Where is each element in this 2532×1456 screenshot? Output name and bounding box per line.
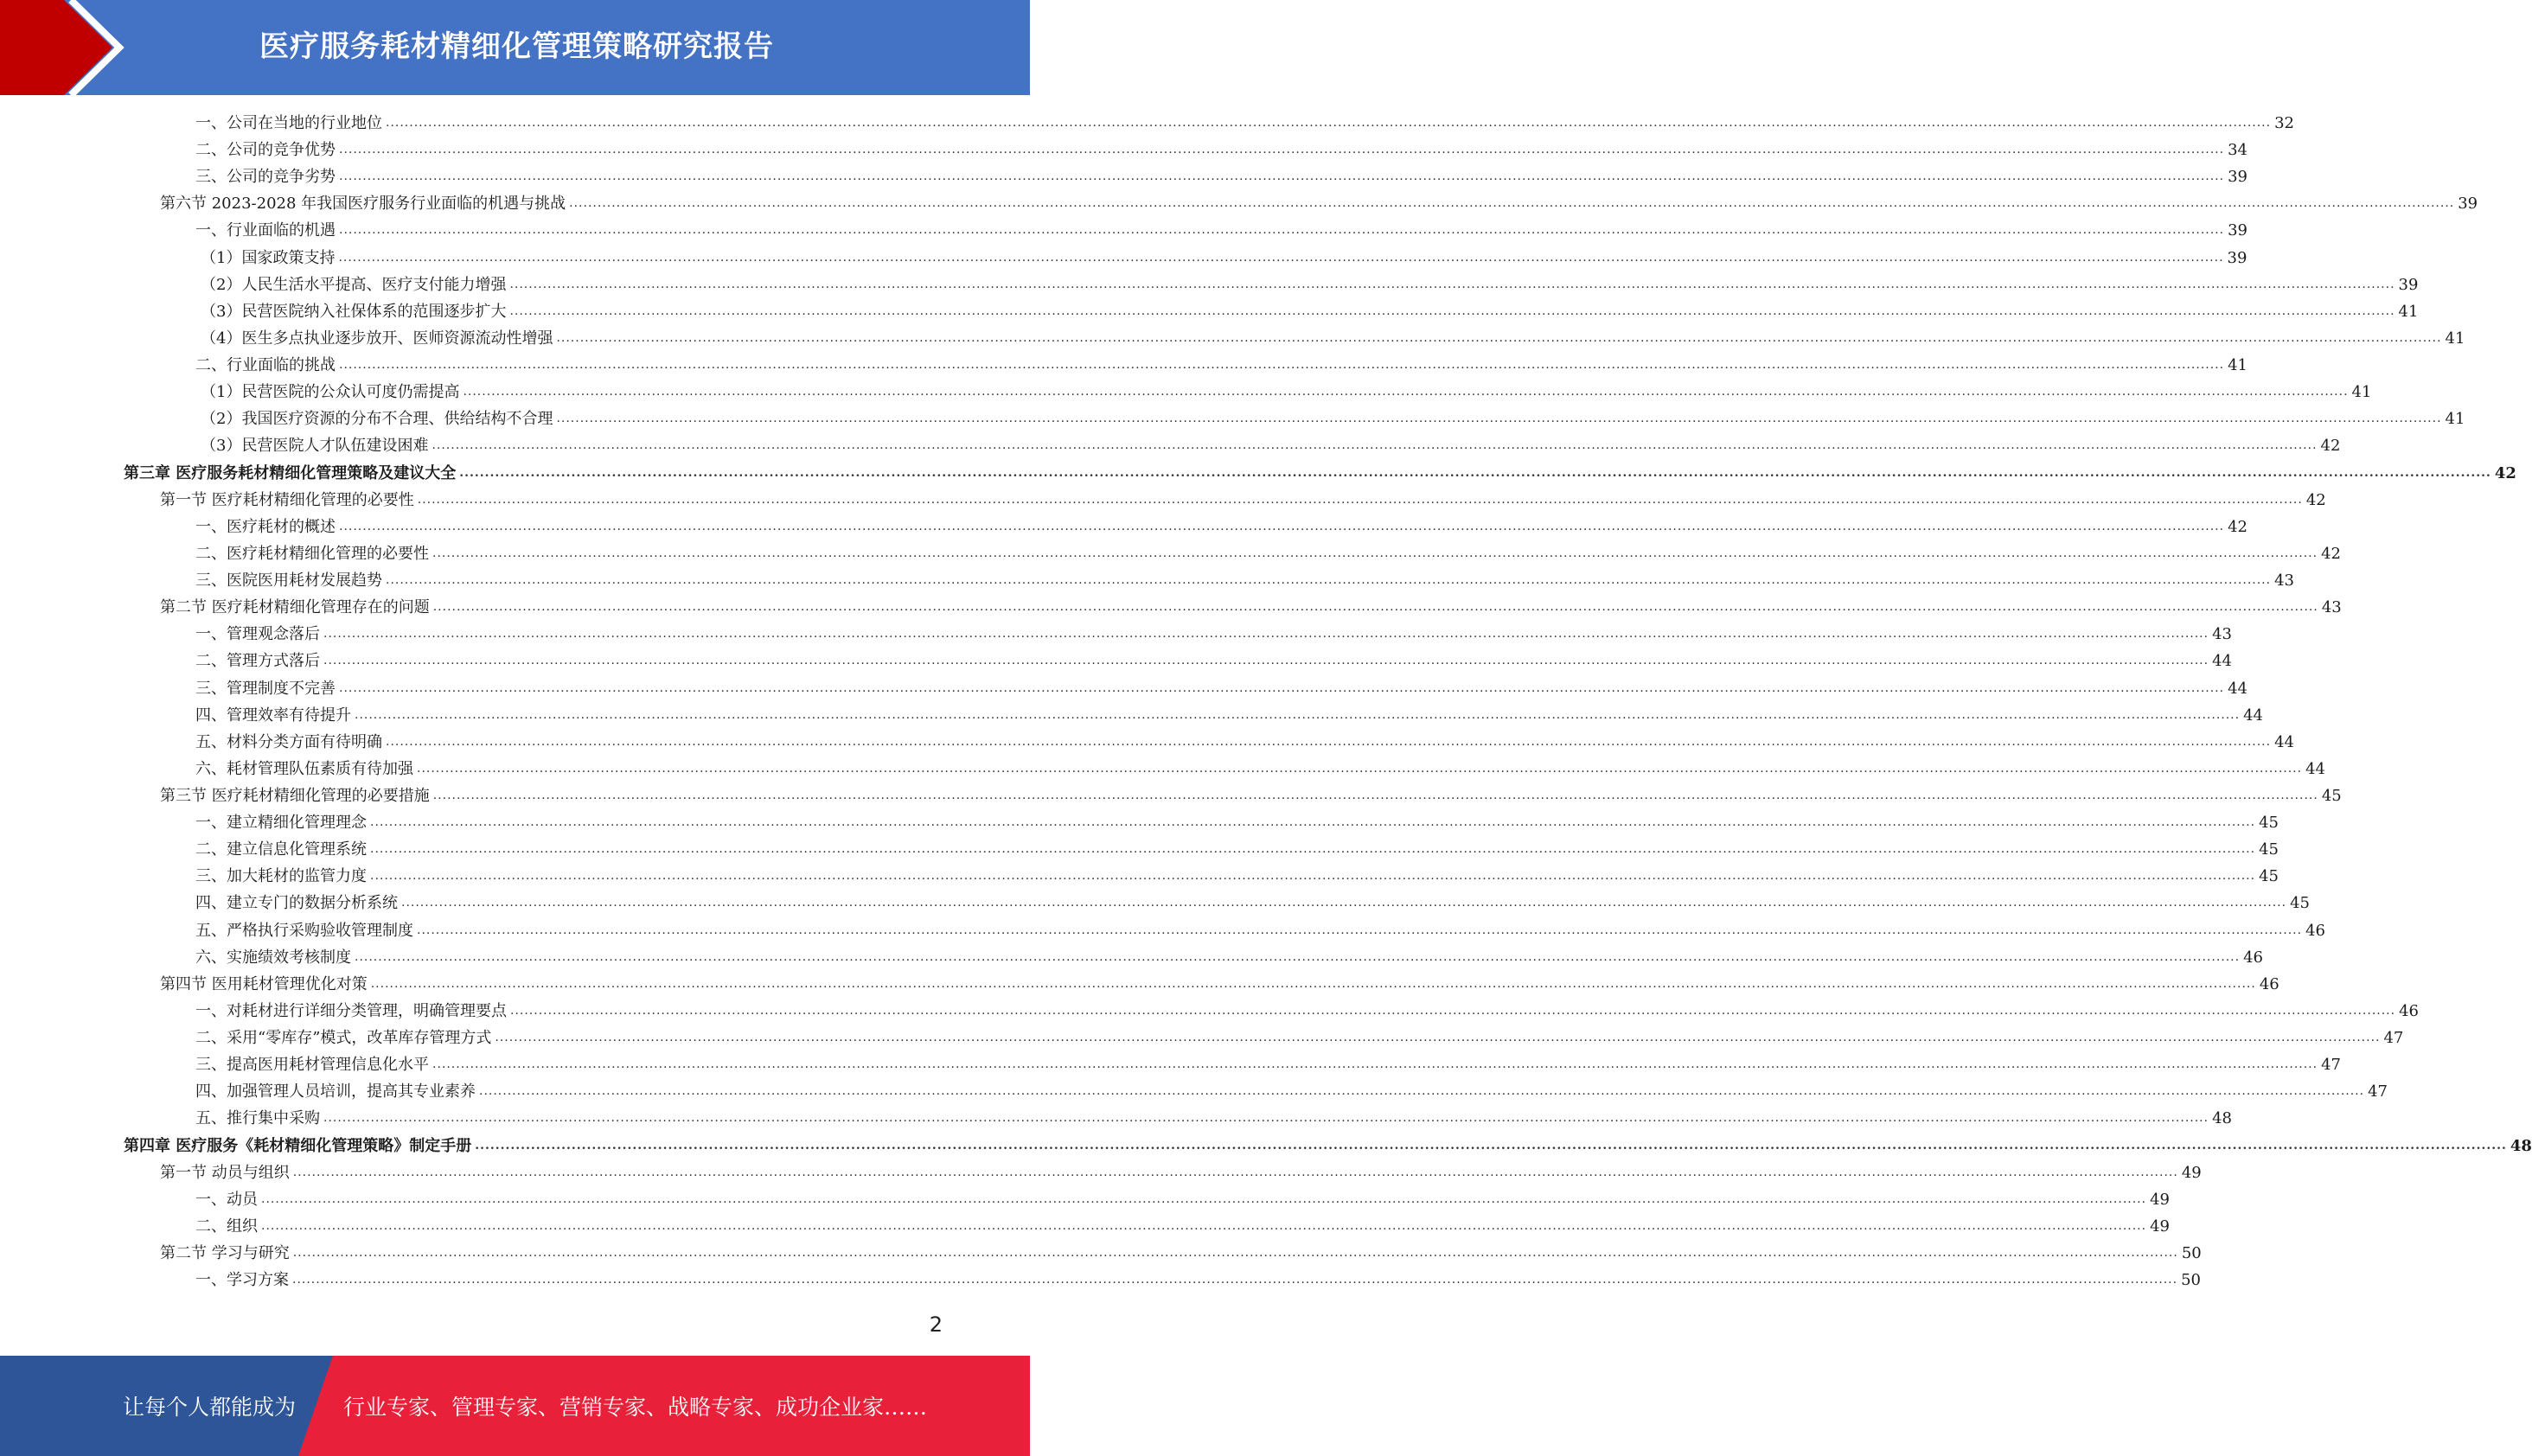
toc-entry[interactable]: [195, 917, 2325, 944]
toc-entry-page: 41: [2445, 329, 2465, 348]
toc-entry[interactable]: [201, 245, 2247, 271]
toc-dot-leader: ................................................................................................................................................................................................................................................................................................................................................................................................................: [370, 815, 2256, 829]
toc-dot-leader: ................................................................................................................................................................................................................................................................................................................................................................................................................: [556, 331, 2442, 345]
toc-entry[interactable]: [195, 621, 2232, 648]
toc-entry[interactable]: [201, 379, 2372, 406]
toc-entry[interactable]: [160, 487, 2326, 514]
toc-dot-leader: ................................................................................................................................................................................................................................................................................................................................................................................................................: [401, 896, 2287, 910]
toc-dot-leader: ................................................................................................................................................................................................................................................................................................................................................................................................................: [355, 950, 2241, 964]
toc-entry-page: 41: [2445, 410, 2465, 428]
toc-entry-page: 45: [2259, 840, 2279, 859]
toc-entry-page: 44: [2212, 652, 2232, 670]
toc-dot-leader: ................................................................................................................................................................................................................................................................................................................................................................................................................: [463, 385, 2349, 399]
toc-dot-leader: ................................................................................................................................................................................................................................................................................................................................................................................................................: [510, 1004, 2396, 1018]
toc-entry-label: 第一节 医疗耗材精细化管理的必要性: [160, 491, 414, 509]
toc-dot-leader: ................................................................................................................................................................................................................................................................................................................................................................................................................: [386, 735, 2272, 749]
toc-entry-page: 41: [2228, 356, 2247, 374]
toc-entry-label: 第四节 医用耗材管理优化对策: [160, 975, 368, 993]
toc-entry-page: 43: [2212, 625, 2232, 643]
toc-entry-page: 44: [2274, 733, 2294, 751]
toc-entry[interactable]: [195, 998, 2419, 1025]
toc-entry-label: 六、实施绩效考核制度: [195, 948, 351, 967]
toc-dot-leader: ................................................................................................................................................................................................................................................................................................................................................................................................................: [432, 438, 2318, 452]
toc-entry-label: 五、材料分类方面有待明确: [195, 733, 382, 751]
toc-dot-leader: ................................................................................................................................................................................................................................................................................................................................................................................................................: [292, 1246, 2178, 1260]
toc-entry-label: 一、行业面临的机遇: [195, 221, 336, 239]
toc-entry-page: 49: [2150, 1217, 2170, 1236]
toc-dot-leader: ................................................................................................................................................................................................................................................................................................................................................................................................................: [292, 1273, 2178, 1287]
toc-dot-leader: ................................................................................................................................................................................................................................................................................................................................................................................................................: [339, 520, 2225, 533]
toc-dot-leader: ................................................................................................................................................................................................................................................................................................................................................................................................................: [338, 251, 2224, 265]
toc-entry-page: 44: [2305, 760, 2325, 778]
toc-dot-leader: ................................................................................................................................................................................................................................................................................................................................................................................................................: [386, 116, 2272, 130]
toc-dot-leader: ................................................................................................................................................................................................................................................................................................................................................................................................................: [323, 627, 2209, 641]
toc-entry[interactable]: [195, 836, 2279, 863]
toc-entry[interactable]: [195, 110, 2294, 137]
toc-dot-leader: ................................................................................................................................................................................................................................................................................................................................................................................................................: [556, 412, 2442, 425]
header-arrow-graphic: [0, 0, 138, 95]
toc-dot-leader: ................................................................................................................................................................................................................................................................................................................................................................................................................: [261, 1192, 2147, 1206]
toc-entry-page: 44: [2228, 680, 2247, 698]
toc-entry-label: 一、管理观念落后: [195, 625, 320, 643]
toc-dot-leader: ................................................................................................................................................................................................................................................................................................................................................................................................................: [417, 762, 2303, 776]
toc-entry-label: （1）国家政策支持: [201, 249, 336, 267]
toc-entry[interactable]: [195, 137, 2247, 163]
toc-entry-page: 43: [2321, 598, 2342, 616]
toc-entry[interactable]: [195, 890, 2310, 916]
toc-dot-leader: ................................................................................................................................................................................................................................................................................................................................................................................................................: [339, 143, 2225, 156]
toc-dot-leader: ................................................................................................................................................................................................................................................................................................................................................................................................................: [475, 1139, 2507, 1153]
toc-entry-page: 46: [2399, 1002, 2419, 1020]
toc-entry[interactable]: [195, 648, 2232, 674]
toc-entry[interactable]: [195, 540, 2341, 567]
toc-entry-page: 39: [2228, 221, 2247, 239]
toc-entry-label: 一、学习方案: [195, 1271, 289, 1289]
toc-entry-label: （3）民营医院纳入社保体系的范围逐步扩大: [201, 303, 507, 321]
toc-entry-page: 42: [2305, 491, 2326, 509]
toc-dot-leader: ................................................................................................................................................................................................................................................................................................................................................................................................................: [355, 708, 2241, 722]
toc-entry-label: （3）民营医院人才队伍建设困难: [201, 437, 429, 455]
toc-entry-label: 第二节 医疗耗材精细化管理存在的问题: [160, 598, 430, 616]
toc-dot-leader: ................................................................................................................................................................................................................................................................................................................................................................................................................: [386, 573, 2272, 587]
toc-entry[interactable]: [160, 971, 2279, 998]
toc-entry-page: 50: [2181, 1271, 2201, 1289]
toc-entry[interactable]: [160, 594, 2342, 621]
toc-entry-label: 二、医疗耗材精细化管理的必要性: [195, 545, 429, 563]
toc-dot-leader: ................................................................................................................................................................................................................................................................................................................................................................................................................: [509, 278, 2395, 291]
toc-entry[interactable]: [160, 190, 2478, 217]
toc-entry-page: 45: [2290, 894, 2310, 912]
toc-entry[interactable]: [195, 1025, 2404, 1051]
toc-entry[interactable]: [195, 729, 2294, 756]
toc-entry-page: 42: [2320, 437, 2341, 455]
toc-dot-leader: ................................................................................................................................................................................................................................................................................................................................................................................................................: [509, 304, 2395, 318]
toc-entry[interactable]: [195, 863, 2279, 890]
toc-entry-page: 43: [2274, 572, 2294, 590]
footer-slogan-left: 让每个人都能成为: [123, 1395, 297, 1420]
toc-entry[interactable]: [160, 1240, 2202, 1267]
toc-entry[interactable]: [195, 809, 2279, 836]
toc-entry[interactable]: [195, 163, 2247, 190]
toc-entry[interactable]: [195, 1213, 2170, 1240]
toc-entry-page: 39: [2398, 276, 2419, 294]
toc-entry[interactable]: [201, 432, 2341, 459]
toc-dot-leader: ................................................................................................................................................................................................................................................................................................................................................................................................................: [432, 600, 2318, 614]
toc-entry-label: 二、采用“零库存”模式，改革库存管理方式: [195, 1029, 492, 1047]
toc-entry-page: 47: [2383, 1029, 2404, 1047]
toc-entry[interactable]: [160, 782, 2342, 809]
toc-entry-label: 一、建立精细化管理理念: [195, 814, 367, 832]
toc-entry-page: 49: [2181, 1164, 2202, 1182]
toc-entry[interactable]: [195, 217, 2247, 244]
toc-entry-page: 46: [2259, 975, 2279, 993]
toc-entry[interactable]: [195, 1267, 2201, 1293]
toc-entry-page: 34: [2228, 141, 2247, 159]
toc-entry-label: 第三章 医疗服务耗材精细化管理策略及建议大全: [124, 464, 457, 482]
toc-entry-label: 三、管理制度不完善: [195, 680, 336, 698]
toc-entry-page: 47: [2321, 1056, 2341, 1074]
toc-entry-page: 46: [2243, 948, 2263, 967]
toc-dot-leader: ................................................................................................................................................................................................................................................................................................................................................................................................................: [339, 358, 2225, 372]
page-number: 2: [929, 1312, 943, 1337]
toc-entry[interactable]: [195, 567, 2294, 594]
toc-entry-label: 六、耗材管理队伍素质有待加强: [195, 760, 413, 778]
toc-entry[interactable]: [195, 352, 2247, 379]
toc-entry-label: 五、推行集中采购: [195, 1109, 320, 1127]
toc-dot-leader: ................................................................................................................................................................................................................................................................................................................................................................................................................: [261, 1219, 2147, 1233]
toc-entry-page: 48: [2212, 1109, 2232, 1127]
toc-entry-label: 一、公司在当地的行业地位: [195, 114, 382, 132]
toc-entry-label: 一、动员: [195, 1191, 258, 1209]
page-footer: [0, 1356, 1030, 1456]
toc-dot-leader: ................................................................................................................................................................................................................................................................................................................................................................................................................: [479, 1084, 2365, 1098]
toc-entry-label: 二、公司的竞争优势: [195, 141, 336, 159]
toc-entry-label: （1）民营医院的公众认可度仍需提高: [201, 383, 460, 401]
toc-entry-label: 第三节 医疗耗材精细化管理的必要措施: [160, 787, 430, 805]
toc-dot-leader: ................................................................................................................................................................................................................................................................................................................................................................................................................: [323, 654, 2209, 667]
toc-dot-leader: ................................................................................................................................................................................................................................................................................................................................................................................................................: [495, 1031, 2381, 1044]
toc-entry-label: 四、加强管理人员培训，提高其专业素养: [195, 1082, 476, 1101]
toc-dot-leader: ................................................................................................................................................................................................................................................................................................................................................................................................................: [569, 196, 2455, 210]
toc-entry-label: 第六节 2023-2028 年我国医疗服务行业面临的机遇与挑战: [160, 195, 566, 213]
toc-entry-page: 39: [2227, 249, 2247, 267]
toc-entry[interactable]: [201, 406, 2465, 432]
toc-entry-label: 一、医疗耗材的概述: [195, 518, 336, 536]
toc-dot-leader: ................................................................................................................................................................................................................................................................................................................................................................................................................: [370, 842, 2256, 856]
toc-entry-label: 第四章 医疗服务《耗材精细化管理策略》制定手册: [124, 1137, 472, 1155]
toc-dot-leader: ................................................................................................................................................................................................................................................................................................................................................................................................................: [370, 977, 2256, 991]
toc-entry-page: 32: [2274, 114, 2294, 132]
toc-entry-page: 41: [2351, 383, 2372, 401]
toc-dot-leader: ................................................................................................................................................................................................................................................................................................................................................................................................................: [323, 1111, 2209, 1125]
toc-dot-leader: ................................................................................................................................................................................................................................................................................................................................................................................................................: [432, 546, 2318, 560]
toc-entry[interactable]: [195, 1051, 2341, 1078]
toc-entry-label: 五、严格执行采购验收管理制度: [195, 922, 413, 940]
toc-entry-label: 一、对耗材进行详细分类管理，明确管理要点: [195, 1002, 507, 1020]
toc-entry-label: 三、公司的竞争劣势: [195, 168, 336, 186]
toc-entry-page: 45: [2259, 867, 2279, 885]
toc-entry-label: 二、管理方式落后: [195, 652, 320, 670]
toc-entry-page: 41: [2398, 303, 2419, 321]
toc-entry-label: 三、加大耗材的监管力度: [195, 867, 367, 885]
toc-entry-label: 二、组织: [195, 1217, 258, 1236]
toc-entry-label: 第二节 学习与研究: [160, 1244, 290, 1262]
toc-entry-label: 三、提高医用耗材管理信息化水平: [195, 1056, 429, 1074]
toc-dot-leader: ................................................................................................................................................................................................................................................................................................................................................................................................................: [339, 223, 2225, 237]
toc-entry-page: 44: [2243, 706, 2263, 725]
toc-entry-label: （2）人民生活水平提高、医疗支付能力增强: [201, 276, 507, 294]
toc-entry[interactable]: [160, 1159, 2202, 1186]
toc-entry[interactable]: [195, 702, 2263, 729]
toc-entry[interactable]: [195, 1078, 2388, 1105]
toc-entry-label: 四、管理效率有待提升: [195, 706, 351, 725]
toc-entry[interactable]: [195, 944, 2263, 971]
toc-entry-label: （4）医生多点执业逐步放开、医师资源流动性增强: [201, 329, 553, 348]
toc-entry-page: 45: [2259, 814, 2279, 832]
toc-entry[interactable]: [201, 298, 2419, 325]
toc-entry-page: 42: [2494, 464, 2516, 482]
toc-dot-leader: ................................................................................................................................................................................................................................................................................................................................................................................................................: [370, 869, 2256, 883]
toc-entry[interactable]: [201, 271, 2419, 298]
page-header: [0, 0, 1030, 95]
toc-entry-page: 42: [2321, 545, 2341, 563]
footer-slogan-right: 行业专家、管理专家、营销专家、战略专家、成功企业家……: [343, 1395, 928, 1420]
toc-entry-page: 42: [2228, 518, 2247, 536]
toc-entry-label: 第一节 动员与组织: [160, 1164, 290, 1182]
toc-entry[interactable]: [195, 756, 2325, 782]
toc-entry-label: 二、行业面临的挑战: [195, 356, 336, 374]
toc-entry-page: 47: [2368, 1082, 2388, 1101]
toc-entry-label: 四、建立专门的数据分析系统: [195, 894, 398, 912]
toc-dot-leader: ................................................................................................................................................................................................................................................................................................................................................................................................................: [292, 1165, 2178, 1179]
toc-dot-leader: ................................................................................................................................................................................................................................................................................................................................................................................................................: [432, 1057, 2318, 1071]
toc-entry-label: （2）我国医疗资源的分布不合理、供给结构不合理: [201, 410, 553, 428]
toc-entry[interactable]: [195, 1105, 2232, 1132]
toc-entry-page: 49: [2150, 1191, 2170, 1209]
toc-dot-leader: ................................................................................................................................................................................................................................................................................................................................................................................................................: [417, 923, 2303, 937]
toc-entry[interactable]: [124, 460, 2516, 487]
toc-entry-label: 二、建立信息化管理系统: [195, 840, 367, 859]
toc-entry-page: 39: [2458, 195, 2478, 213]
report-title: 医疗服务耗材精细化管理策略研究报告: [259, 29, 774, 64]
toc-entry-page: 39: [2228, 168, 2247, 186]
toc-entry[interactable]: [201, 325, 2465, 352]
red-arrow-shape: [0, 0, 112, 95]
toc-entry-page: 50: [2181, 1244, 2202, 1262]
toc-entry[interactable]: [195, 675, 2247, 702]
toc-dot-leader: ................................................................................................................................................................................................................................................................................................................................................................................................................: [339, 681, 2225, 695]
toc-entry[interactable]: [195, 1186, 2170, 1213]
toc-entry-page: 48: [2510, 1137, 2532, 1155]
toc-entry-page: 46: [2305, 922, 2325, 940]
toc-entry-label: 三、医院医用耗材发展趋势: [195, 572, 382, 590]
toc-entry-page: 45: [2321, 787, 2342, 805]
toc-dot-leader: ................................................................................................................................................................................................................................................................................................................................................................................................................: [432, 789, 2318, 802]
toc-entry[interactable]: [195, 514, 2247, 540]
toc-dot-leader: ................................................................................................................................................................................................................................................................................................................................................................................................................: [339, 169, 2225, 183]
toc-dot-leader: ................................................................................................................................................................................................................................................................................................................................................................................................................: [417, 493, 2303, 507]
toc-entry[interactable]: [124, 1133, 2532, 1159]
toc-dot-leader: ................................................................................................................................................................................................................................................................................................................................................................................................................: [459, 466, 2491, 480]
